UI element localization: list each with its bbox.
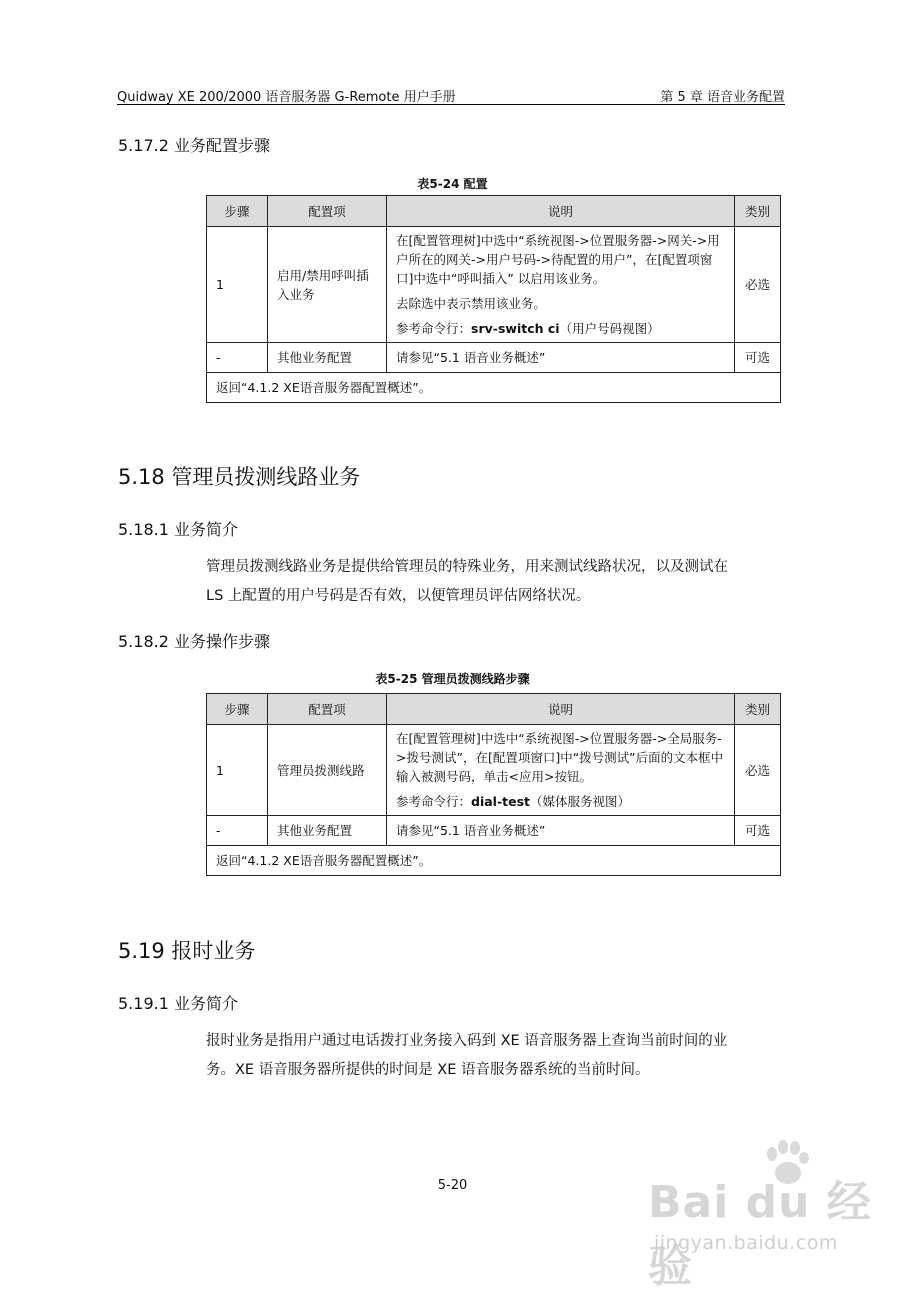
column-header-step: 步骤 (207, 196, 268, 227)
table-footer-row (207, 846, 781, 876)
baidu-watermark (640, 1140, 880, 1292)
header-title: Quidway XE 200/2000 语音服务器 G-Remote 用户手册 (117, 90, 456, 105)
command-suffix: （用户号码视图） (559, 321, 660, 336)
description-line: 在[配置管理树]中选中“系统视图->位置服务器->全局服务->拨号测试”，在[配置项窗口]中“拨号测试”后面的文本框中输入被测号码，单击<应用>按钮。 (396, 731, 724, 784)
return-link[interactable]: 返回“4.1.2 XE语音服务器配置概述”。 (207, 846, 781, 876)
cell-description (387, 725, 735, 816)
cell-category: 可选 (735, 816, 781, 846)
paragraph-5-18-1 (206, 553, 786, 611)
watermark-logo: Bai du 经验 (648, 1177, 872, 1292)
table-header-row (207, 694, 781, 725)
cell-item: 管理员拨测线路 (268, 725, 387, 816)
cell-step: 1 (207, 725, 268, 816)
command-suffix: （媒体服务视图） (530, 794, 631, 809)
description-line: 去除选中表示禁用该业务。 (396, 296, 547, 311)
command-prefix: 参考命令行： (396, 321, 472, 336)
description-line: 在[配置管理树]中选中“系统视图->位置服务器->网关->用户所在的网关->用户号码->待配置的用户”，在[配置项窗口]中选中“呼叫插入” 以启用该业务。 (396, 233, 720, 286)
table-footer-row (207, 373, 781, 403)
cell-description (387, 227, 735, 343)
page-header (117, 84, 785, 105)
config-table-5-25 (206, 693, 781, 876)
column-header-step: 步骤 (207, 694, 268, 725)
header-chapter: 第 5 章 语音业务配置 (660, 90, 785, 105)
cell-step: - (207, 816, 268, 846)
table-row (207, 816, 781, 846)
section-heading-5-19-1: 5.19.1 业务简介 (118, 994, 238, 1013)
section-heading-5-18-2: 5.18.2 业务操作步骤 (118, 632, 270, 651)
cell-step: - (207, 343, 268, 373)
column-header-category: 类别 (735, 694, 781, 725)
cell-category: 必选 (735, 725, 781, 816)
paragraph-line: 管理员拨测线路业务是提供给管理员的特殊业务，用来测试线路状况，以及测试在 (206, 559, 728, 575)
command-text: dial-test (471, 794, 531, 809)
cell-item: 启用/禁用呼叫插入业务 (268, 227, 387, 343)
section-heading-5-18-1: 5.18.1 业务简介 (118, 520, 238, 539)
watermark-url: jingyan.baidu.com (654, 1232, 838, 1254)
column-header-item: 配置项 (268, 196, 387, 227)
cell-description: 请参见“5.1 语音业务概述” (387, 816, 735, 846)
command-reference (396, 792, 725, 811)
table-row (207, 227, 781, 343)
cell-item: 其他业务配置 (268, 343, 387, 373)
paragraph-5-19-1 (206, 1027, 786, 1085)
page-number: 5-20 (437, 1178, 468, 1193)
cell-category: 必选 (735, 227, 781, 343)
paragraph-line: 务。XE 语音服务器所提供的时间是 XE 语音服务器系统的当前时间。 (206, 1062, 650, 1078)
paragraph-line: LS 上配置的用户号码是否有效，以便管理员评估网络状况。 (206, 588, 591, 604)
column-header-description: 说明 (387, 196, 735, 227)
section-heading-5-17-2: 5.17.2 业务配置步骤 (118, 136, 270, 155)
table-caption-5-25: 表5-25 管理员拨测线路步骤 (375, 672, 530, 686)
column-header-item: 配置项 (268, 694, 387, 725)
section-heading-5-18: 5.18 管理员拨测线路业务 (118, 465, 361, 489)
table-header-row (207, 196, 781, 227)
section-heading-5-19: 5.19 报时业务 (118, 939, 256, 963)
command-reference (396, 319, 725, 338)
cell-item: 其他业务配置 (268, 816, 387, 846)
table-row (207, 725, 781, 816)
command-prefix: 参考命令行： (396, 794, 472, 809)
table-row (207, 343, 781, 373)
cell-step: 1 (207, 227, 268, 343)
config-table-5-24 (206, 195, 781, 403)
paragraph-line: 报时业务是指用户通过电话拨打业务接入码到 XE 语音服务器上查询当前时间的业 (206, 1033, 728, 1049)
return-link[interactable]: 返回“4.1.2 XE语音服务器配置概述”。 (207, 373, 781, 403)
cell-category: 可选 (735, 343, 781, 373)
cell-description: 请参见“5.1 语音业务概述” (387, 343, 735, 373)
column-header-description: 说明 (387, 694, 735, 725)
column-header-category: 类别 (735, 196, 781, 227)
table-caption-5-24: 表5-24 配置 (417, 177, 488, 191)
command-text: srv-switch ci (471, 321, 560, 336)
